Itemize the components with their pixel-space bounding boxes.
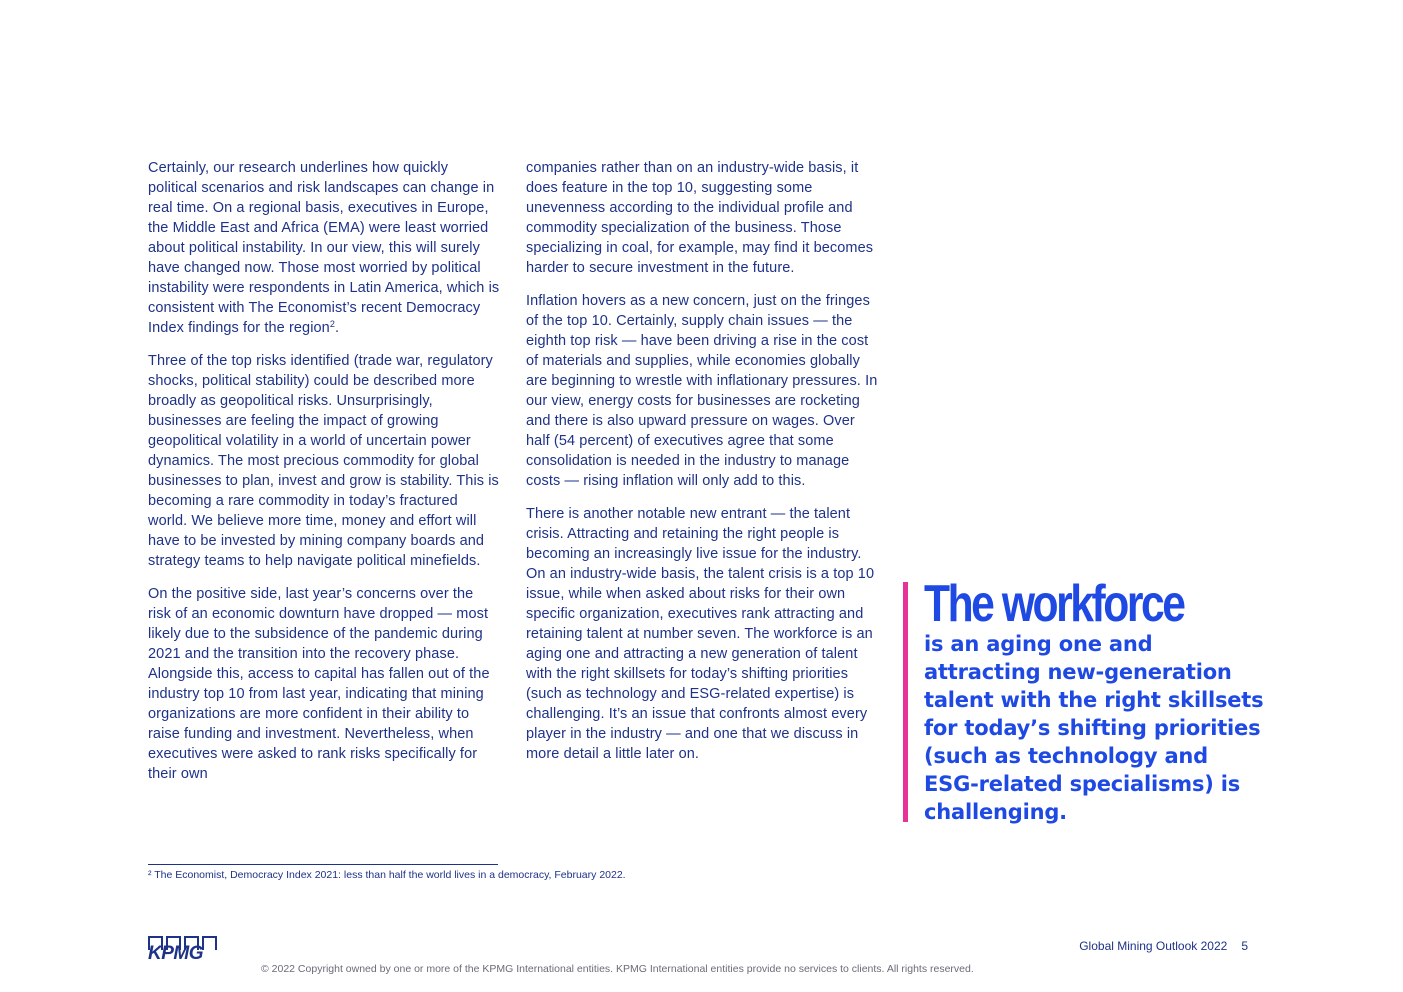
copyright-notice: © 2022 Copyright owned by one or more of the KPMG International entities. KPMG International entities provide no services to clients. All rights reserved. <box>261 963 974 975</box>
body-column-left <box>148 158 500 797</box>
footnote: ² The Economist, Democracy Index 2021: less than half the world lives in a democracy, February 2022. <box>148 869 626 881</box>
paragraph: There is another notable new entrant — the talent crisis. Attracting and retaining the right people is becoming an increasingly live issue for the industry. On an industry-wide basis, the talent crisis is a top 10 issue, while when asked about risks for their own specific organization, executives rank attracting and retaining talent at number seven. The workforce is an aging one and attracting a new generation of talent with the right skillsets for today’s shifting priorities (such as technology and ESG-related expertise) is challenging. It’s an issue that confronts almost every player in the industry — and one that we discuss in more detail a little later on. <box>526 506 875 762</box>
pull-quote-headline: The workforce <box>924 575 1184 633</box>
kpmg-logo <box>148 936 222 966</box>
paragraph: Certainly, our research underlines how quickly political scenarios and risk landscapes can change in real time. On a regional basis, executives in Europe, the Middle East and Africa (EMA) were least worried about political instability. In our view, this will surely have changed now. Those most worried by political instability were respondents in Latin America, which is consistent with The Economist’s recent Democracy Index findings for the region$^2$. <box>148 160 500 336</box>
footnote-reference[interactable]: 2 <box>329 319 335 329</box>
paragraph: Three of the top risks identified (trade war, regulatory shocks, political stability) could be described more broadly as geopolitical risks. Unsurprisingly, businesses are feeling the impact of growing geopolitical volatility in a world of uncertain power dynamics. The most precious commodity for global businesses to plan, invest and grow is stability. This is becoming a rare commodity in today’s fractured world. We believe more time, money and effort will have to be invested by mining company boards and strategy teams to help navigate political minefields. <box>148 353 499 569</box>
body-column-right <box>526 158 878 777</box>
page-number: 5 <box>1241 939 1248 953</box>
paragraph: Inflation hovers as a new concern, just on the fringes of the top 10. Certainly, supply chain issues — the eighth top risk — have been driving a rise in the cost of materials and supplies, while economies globally are beginning to wrestle with inflationary pressures. In our view, energy costs for businesses are rocketing and there is also upward pressure on wages. Over half (54 percent) of executives agree that some consolidation is needed in the industry to manage costs — rising inflation will only add to this. <box>526 293 878 489</box>
footnote-divider <box>148 864 498 865</box>
publication-title: Global Mining Outlook 2022 <box>1079 939 1228 953</box>
logo-wordmark: KPMG <box>148 943 203 964</box>
paragraph: companies rather than on an industry-wide basis, it does feature in the top 10, suggesting some unevenness according to the individual profile and commodity specialization of the business. Those specializing in coal, for example, may find it becomes harder to secure investment in the future. <box>526 160 874 276</box>
pull-quote <box>903 575 1264 824</box>
pull-quote-body: is an aging one and attracting new-generation talent with the right skillsets for today’s shifting priorities (such as technology and ESG-related specialisms) is challenging. <box>924 632 1264 824</box>
paragraph: On the positive side, last year’s concerns over the risk of an economic downturn have dropped — most likely due to the subsidence of the pandemic during 2021 and the transition into the recovery phase. Alongside this, access to capital has fallen out of the industry top 10 from last year, indicating that mining organizations are more confident in their ability to raise funding and investment. Nevertheless, when executives were asked to rank risks specifically for their own <box>148 586 490 782</box>
running-footer <box>1079 939 1248 953</box>
